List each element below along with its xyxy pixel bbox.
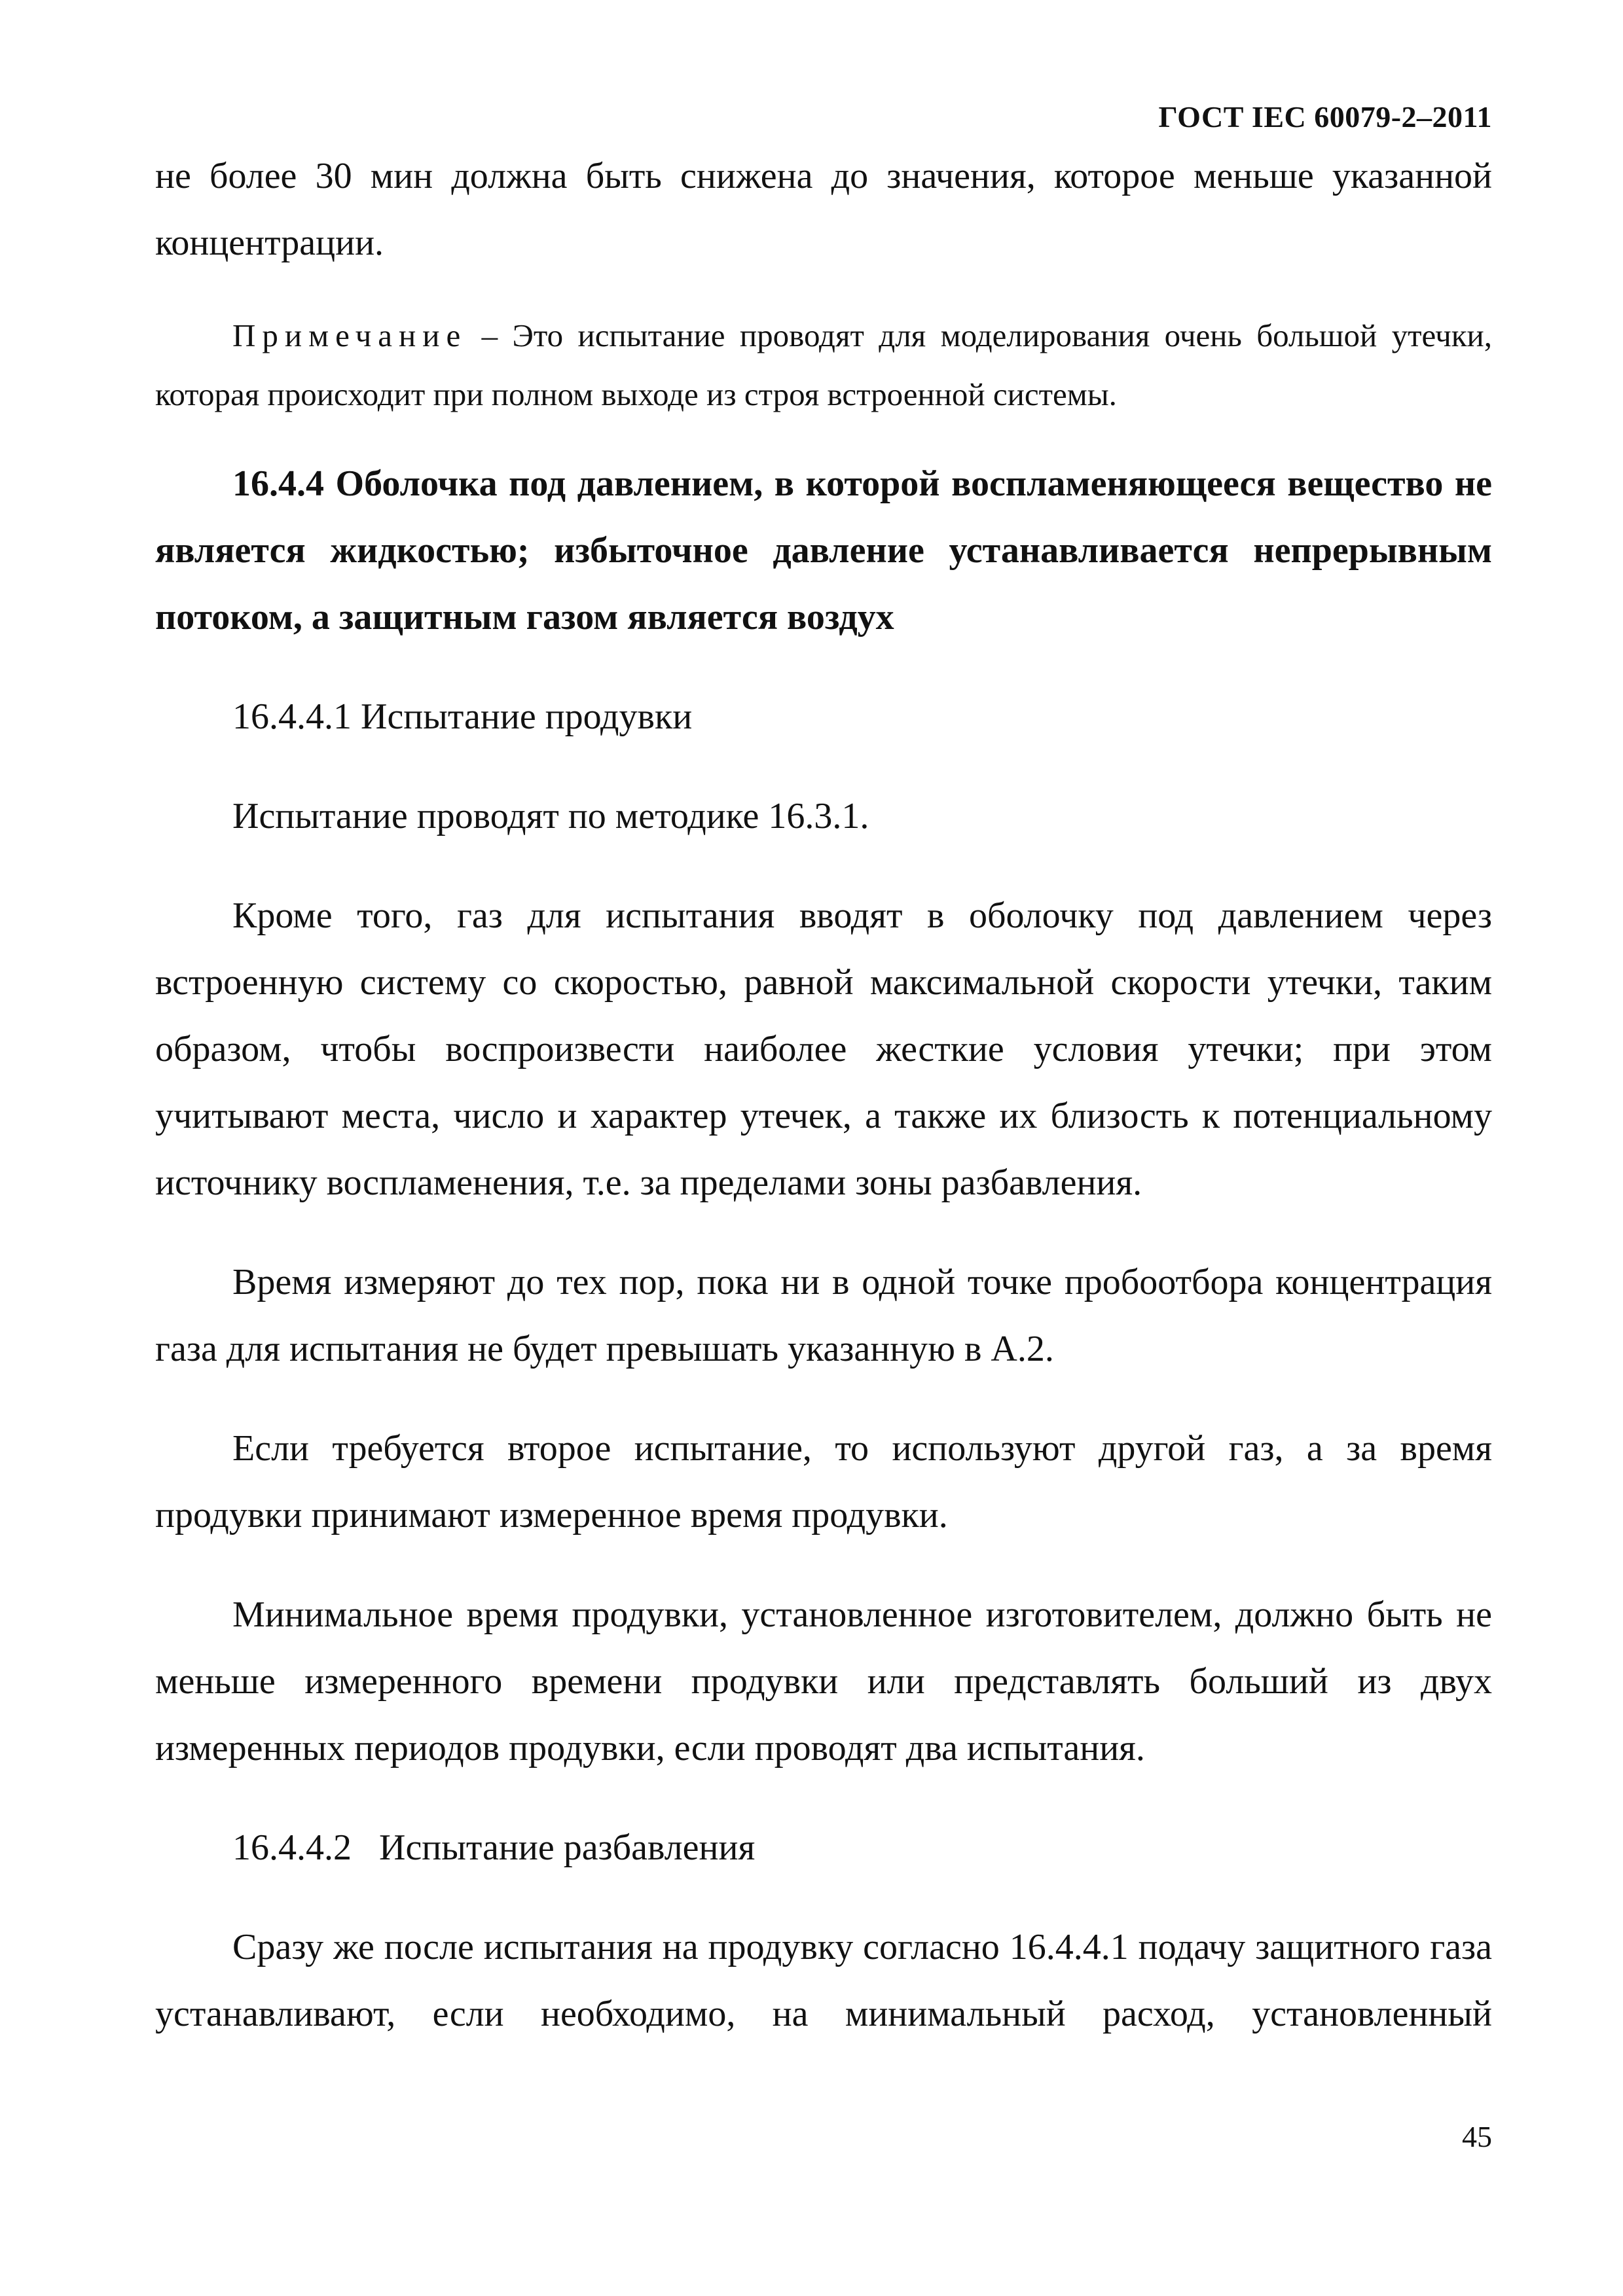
paragraph-second-test: Если требуется второе испытание, то используют другой газ, а за время продувки принимают измеренное время продувки.: [155, 1428, 1492, 1535]
paragraph-after-purge: Сразу же после испытания на продувку согласно 16.4.4.1 подачу защитного газа устанавливают, если необходимо, на минимальный расход, установленный: [155, 1927, 1492, 2034]
note-label: Примечание: [232, 317, 467, 353]
document-page: [155, 0, 1492, 2296]
page-number: 45: [1462, 2120, 1492, 2153]
section-heading-16-4-4: 16.4.4 Оболочка под давлением, в которой воспламеняющееся вещество не является жидкостью; избыточное давление устанавливается непрерывным потоком, а защитным газом является воздух: [155, 463, 1492, 637]
paragraph-method: Испытание проводят по методике 16.3.1.: [232, 796, 869, 836]
subsection-heading-16-4-4-2: 16.4.4.2 Испытание разбавления: [232, 1827, 756, 1868]
paragraph-besides: Кроме того, газ для испытания вводят в оболочку под давлением через встроенную систему со скоростью, равной максимальной скорости утечки, таким образом, чтобы воспроизвести наиболее жесткие условия утечки; при этом учитывают места, число и характер утечек, а также их близость к потенциальному источнику воспламенения, т.е. за пределами зоны разбавления.: [155, 895, 1492, 1203]
paragraph-minimum-time: Минимальное время продувки, установленное изготовителем, должно быть не меньше измеренного времени продувки или представлять больший из двух измеренных периодов продувки, если проводят два испытания.: [155, 1594, 1492, 1768]
paragraph-time: Время измеряют до тех пор, пока ни в одной точке пробоотбора концентрация газа для испытания не будет превышать указанную в А.2.: [155, 1262, 1492, 1369]
note-paragraph: [155, 306, 1492, 424]
paragraph-continuation: не более 30 мин должна быть снижена до значения, которое меньше указанной концентрации.: [155, 156, 1492, 263]
subsection-heading-16-4-4-1: 16.4.4.1 Испытание продувки: [232, 696, 693, 737]
document-body: [155, 143, 1492, 2047]
note-text: – Это испытание проводят для моделирования очень большой утечки, которая происходит при полном выходе из строя встроенной системы.: [155, 317, 1492, 412]
document-code-header: ГОСТ IEC 60079-2–2011: [1158, 100, 1492, 134]
